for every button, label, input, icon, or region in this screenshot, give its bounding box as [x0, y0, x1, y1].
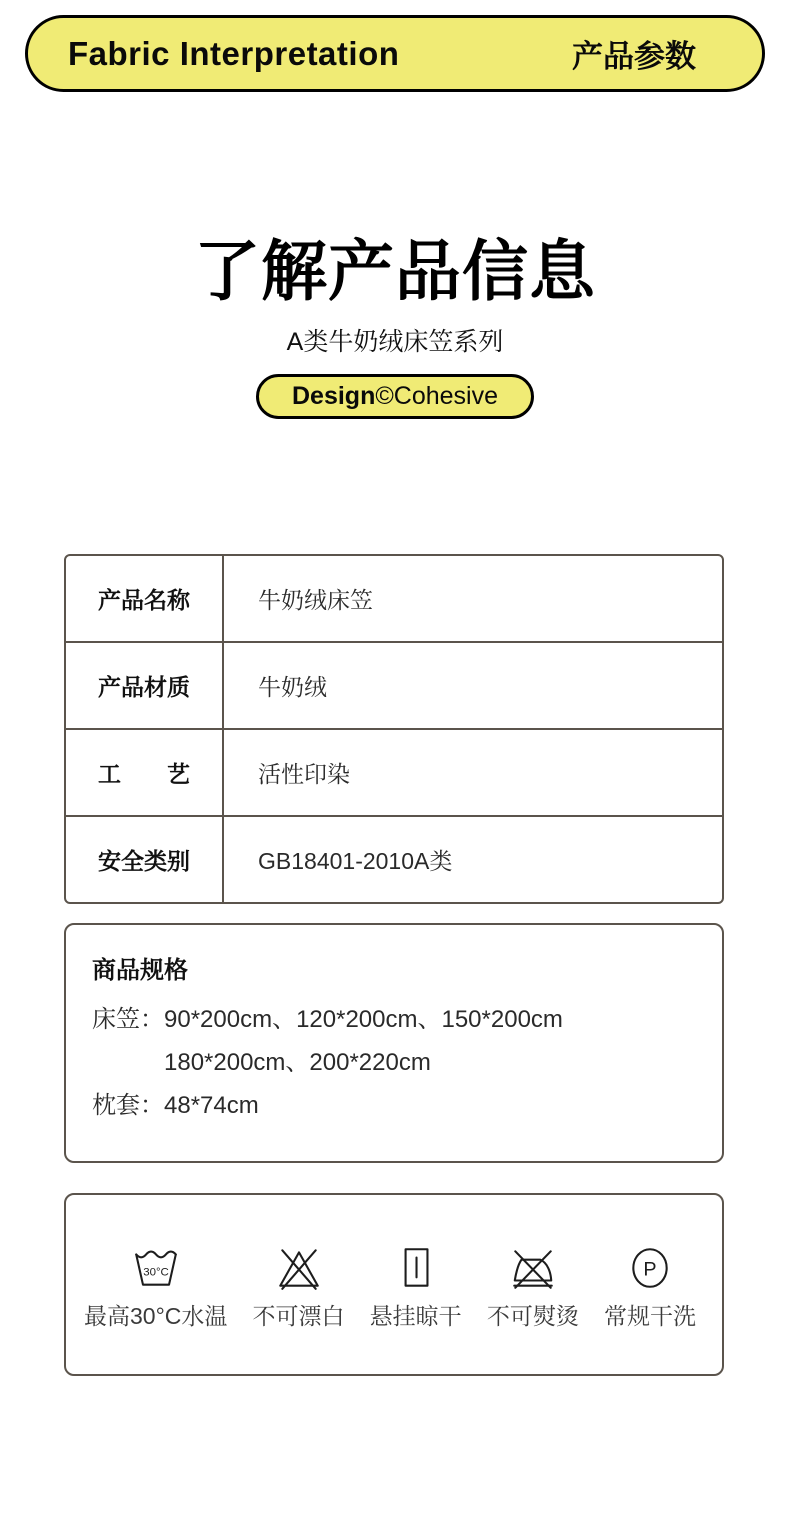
design-badge-brand: Design — [291, 382, 376, 410]
page-subtitle: A类牛奶绒床笠系列 — [286, 328, 504, 356]
care-label: 常规干洗 — [603, 1302, 696, 1329]
care-item-wash — [84, 1245, 227, 1331]
no-bleach-icon — [274, 1245, 324, 1291]
spec-label: 安全类别 — [66, 817, 224, 902]
svg-text:P: P — [643, 1257, 657, 1280]
product-size-box — [64, 923, 724, 1163]
spec-label: 工 艺 — [66, 730, 224, 815]
size-box-title: 商品规格 — [92, 957, 188, 984]
size-line-fitted-sheet-cont — [164, 1041, 696, 1084]
care-item-hang-dry — [370, 1245, 462, 1331]
page-title: 了解产品信息 — [194, 234, 596, 308]
spec-value: 活性印染 — [258, 761, 350, 787]
design-badge — [256, 374, 534, 419]
care-item-dry-clean — [604, 1245, 696, 1331]
size-line-prefix: 床笠： — [92, 1006, 164, 1033]
size-line-prefix: 枕套： — [92, 1092, 164, 1119]
wash-30c-icon — [131, 1245, 181, 1291]
size-line-values: 90*200cm、120*200cm、150*200cm — [164, 1006, 563, 1033]
table-row — [66, 556, 722, 641]
spec-value: 牛奶绒床笠 — [258, 587, 373, 613]
banner-title-zh: 产品参数 — [572, 39, 696, 74]
section-banner — [25, 15, 765, 92]
care-item-no-iron — [487, 1245, 579, 1331]
table-row — [66, 641, 722, 728]
svg-text:30°C: 30°C — [142, 1265, 169, 1278]
care-label: 不可熨烫 — [486, 1302, 579, 1329]
spec-label: 产品材质 — [66, 643, 224, 728]
spec-value: GB18401-2010A类 — [258, 848, 453, 874]
product-spec-table — [64, 554, 724, 904]
care-label: 不可漂白 — [252, 1302, 345, 1329]
care-item-no-bleach — [253, 1245, 345, 1331]
size-line-pillowcase — [92, 1084, 696, 1127]
hang-dry-icon — [391, 1245, 441, 1291]
care-instructions-box — [64, 1193, 724, 1376]
table-row — [66, 728, 722, 815]
spec-value: 牛奶绒 — [258, 674, 327, 700]
table-row — [66, 815, 722, 902]
spec-label: 产品名称 — [66, 556, 224, 641]
size-line-fitted-sheet — [92, 998, 696, 1041]
care-label: 悬挂晾干 — [369, 1302, 462, 1329]
dry-clean-icon — [625, 1245, 675, 1291]
care-label: 最高30°C水温 — [84, 1302, 228, 1329]
size-line-values: 48*74cm — [164, 1092, 259, 1119]
size-line-values: 180*200cm、200*220cm — [164, 1049, 431, 1076]
banner-title-en: Fabric Interpretation — [68, 34, 400, 72]
design-badge-rest: ©Cohesive — [375, 382, 499, 410]
no-iron-icon — [508, 1245, 558, 1291]
